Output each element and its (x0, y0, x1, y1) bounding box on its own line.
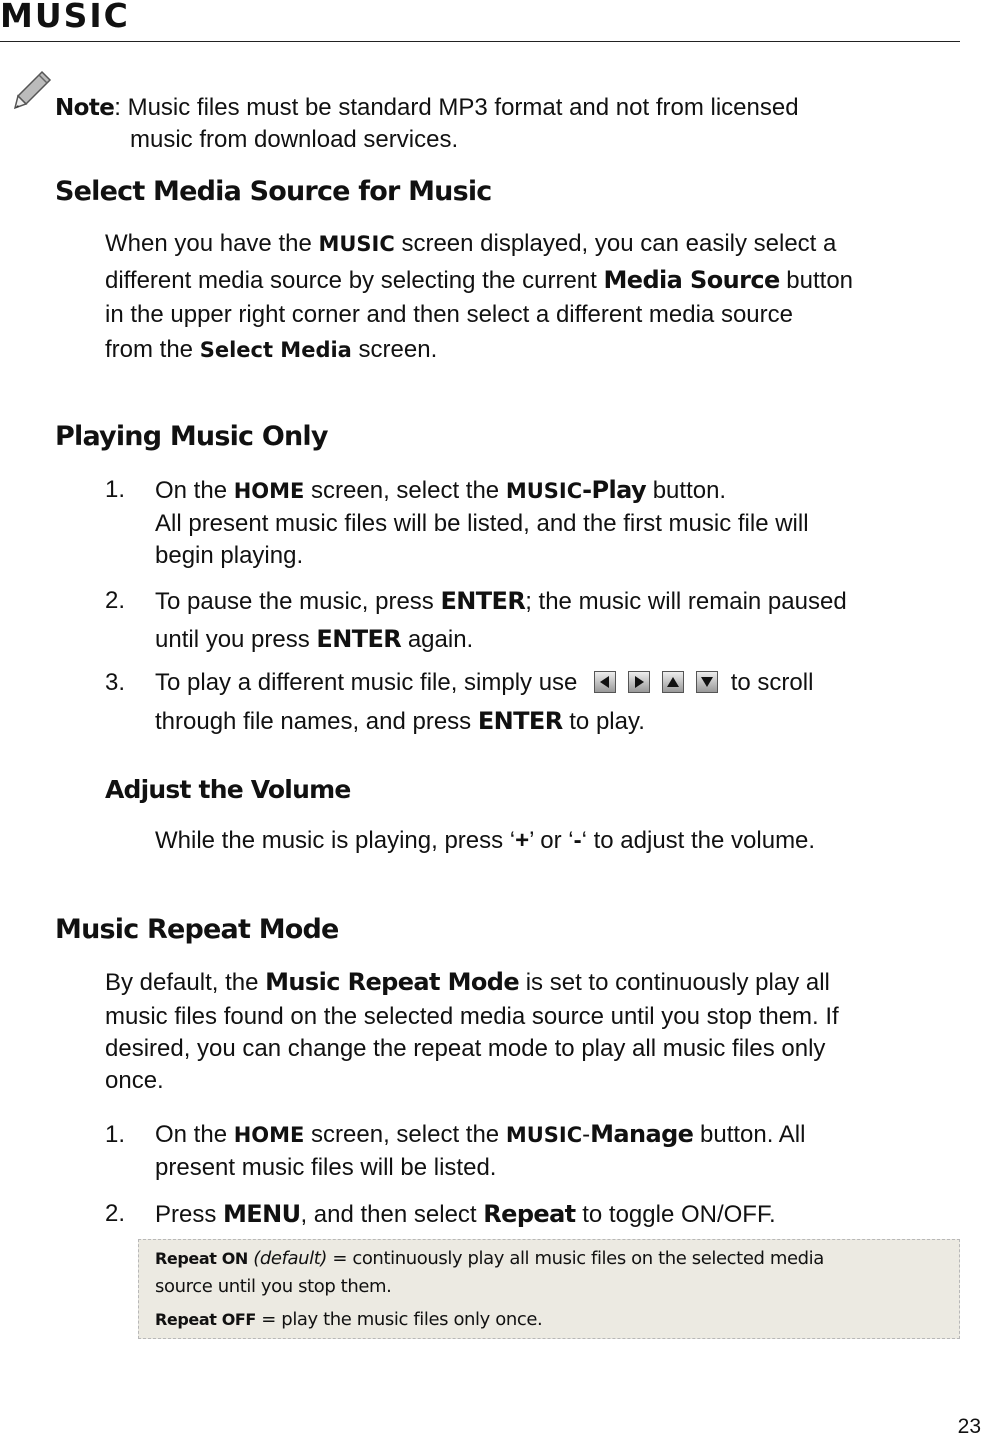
volume-text: While the music is playing, press ‘+’ or ‘-‘ to adjust the volume. (155, 827, 816, 854)
right-arrow-icon (628, 671, 650, 693)
list-number: 2. (105, 587, 126, 614)
down-arrow-icon (696, 671, 718, 693)
list-number: 1. (105, 1121, 126, 1148)
title-divider (0, 41, 960, 42)
music-keyword: MUSIC (318, 232, 395, 256)
note-label: Note (55, 95, 115, 121)
page-number: 23 (957, 1415, 981, 1438)
playing-heading: Playing Music Only (55, 421, 328, 452)
media-source-keyword: Media Source (603, 266, 780, 294)
note (55, 91, 799, 125)
note-line-1: : Music files must be standard MP3 format and not from licensed (114, 94, 799, 121)
page-title: MUSIC (0, 0, 130, 35)
select-media-paragraph: When you have the MUSIC screen displayed, you can easily select a different media source by selecting the current Media Source button in the upper right corner and then select a different media source from the Select Media screen. (105, 230, 854, 363)
repeat-paragraph: By default, the Music Repeat Mode is set to continuously play all music files found on the selected media source until you stop them. If desired, you can change the repeat mode to play all music files only once. (105, 968, 839, 1094)
up-arrow-icon (662, 671, 684, 693)
list-number: 2. (105, 1200, 126, 1227)
select-media-heading: Select Media Source for Music (55, 176, 492, 207)
note-line-2: music from download services. (130, 126, 459, 153)
volume-heading: Adjust the Volume (105, 775, 351, 804)
repeat-heading: Music Repeat Mode (55, 914, 339, 945)
left-arrow-icon (594, 671, 616, 693)
list-item: To pause the music, press ENTER; the music will remain paused until you press ENTER again. (155, 587, 847, 653)
list-item: On the HOME screen, select the MUSIC-Play button. All present music files will be listed, and the first music file will begin playing. (155, 476, 809, 569)
list-item: Press MENU, and then select Repeat to toggle ON/OFF. (155, 1200, 776, 1228)
list-item: To play a different music file, simply use to scroll through file names, and press ENTER to play. (155, 669, 814, 735)
pencil-icon (12, 70, 52, 114)
list-item: On the HOME screen, select the MUSIC-Manage button. All present music files will be listed. (155, 1120, 806, 1181)
repeat-mode-keyword: Music Repeat Mode (265, 968, 520, 996)
list-number: 3. (105, 669, 126, 696)
select-media-keyword: Select Media (199, 338, 352, 362)
repeat-info-box: Repeat ON (default) = continuously play all music files on the selected media source until you stop them. Repeat OFF = play the music files only once. (138, 1239, 960, 1339)
list-number: 1. (105, 476, 126, 503)
